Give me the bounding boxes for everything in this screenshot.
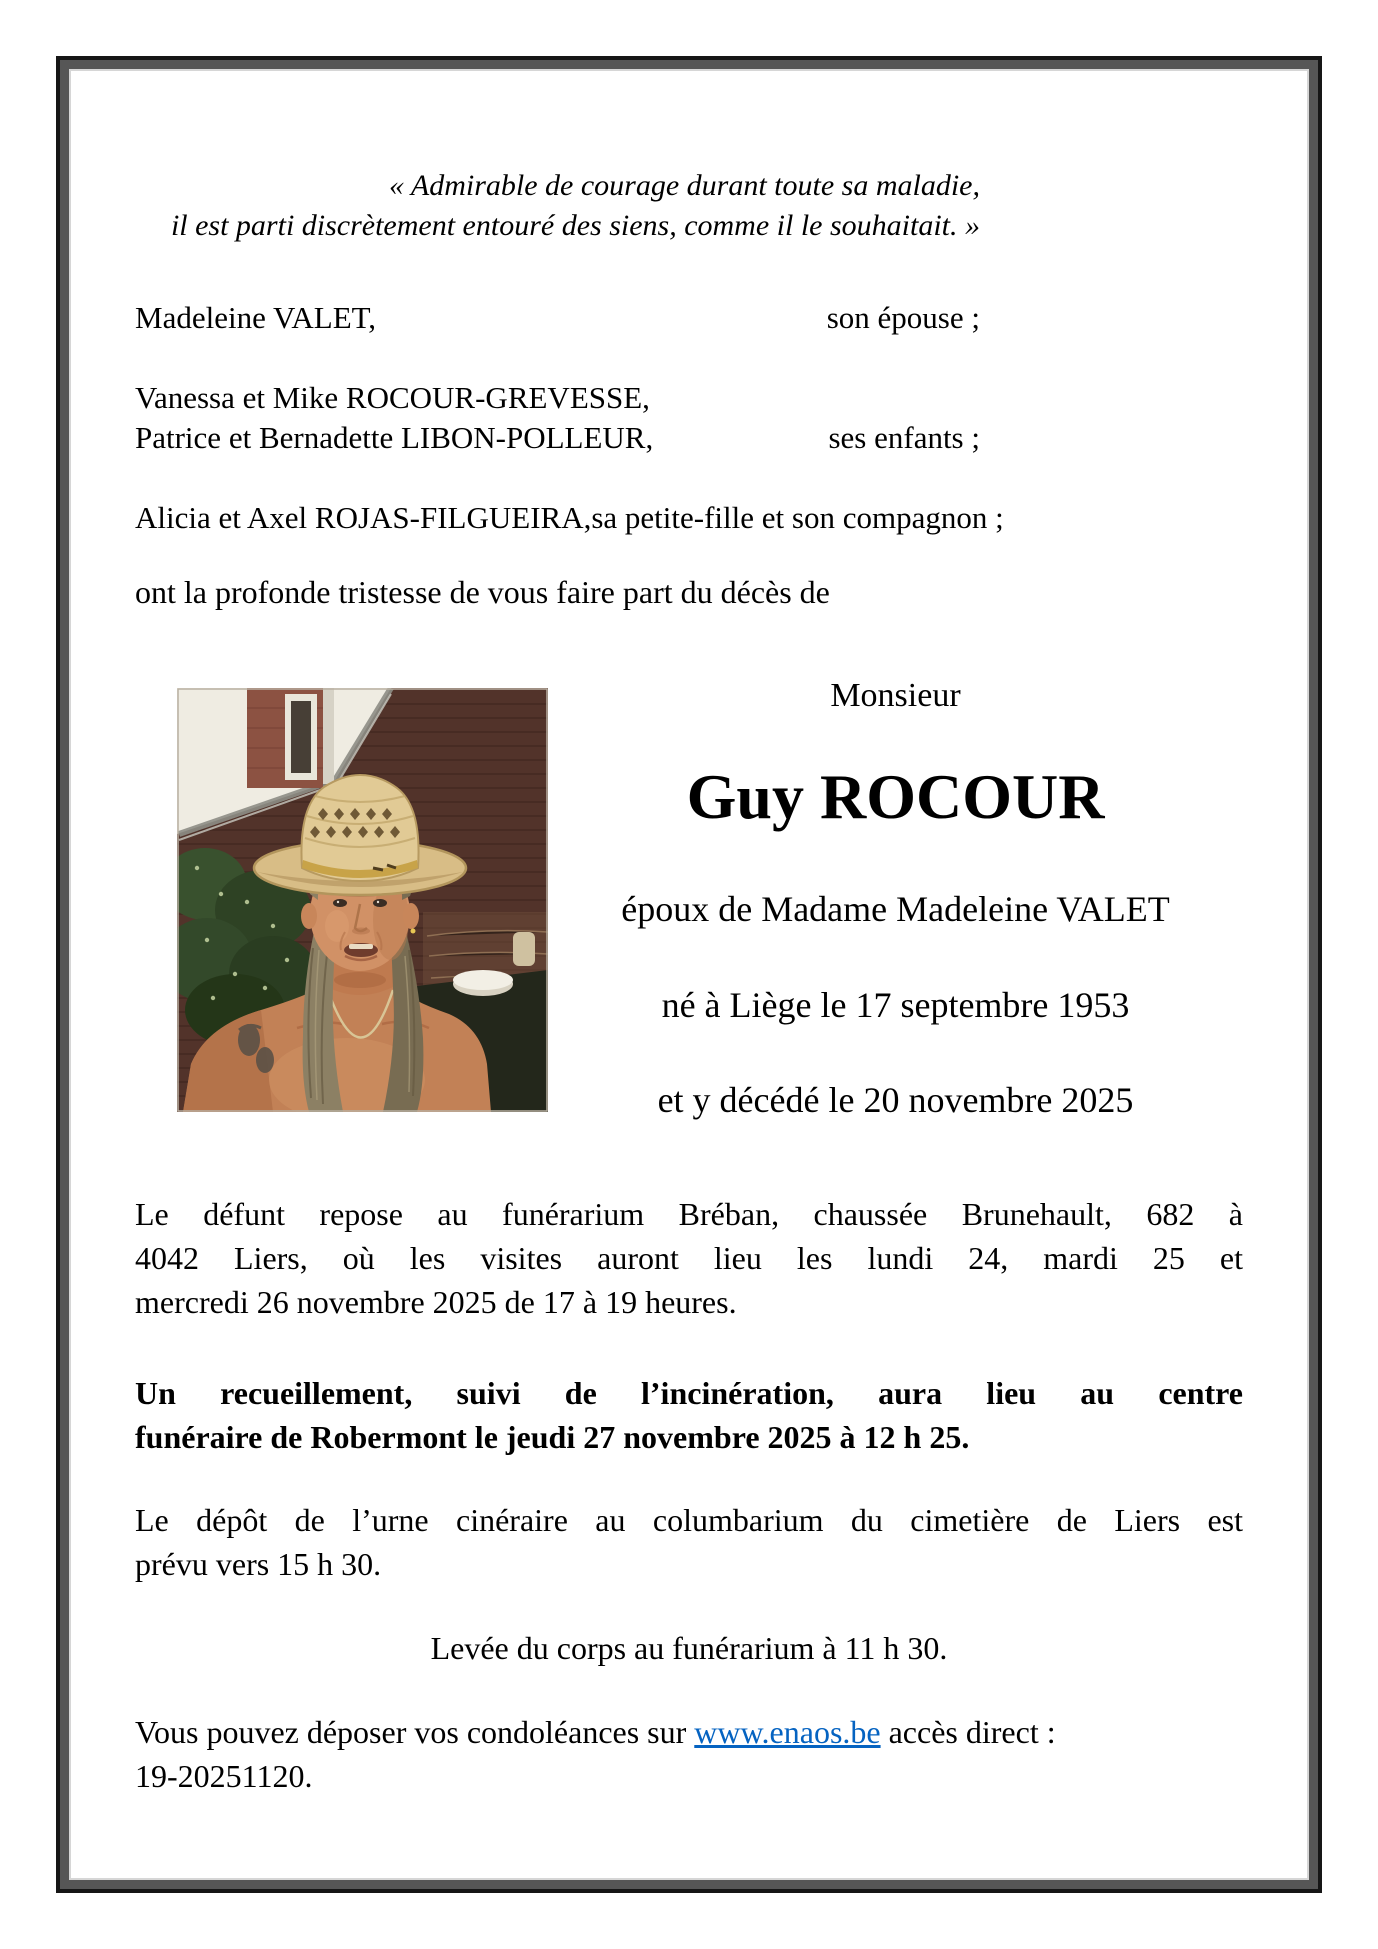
family-name: Patrice et Bernadette LIBON-POLLEUR, <box>135 420 654 455</box>
family-name: Alicia et Axel ROJAS-FILGUEIRA, <box>135 500 592 535</box>
family-relation: ses enfants ; <box>828 420 980 455</box>
announcement-line: ont la profonde tristesse de vous faire part du décès de <box>135 574 830 610</box>
window <box>291 701 311 773</box>
urn-line-1: Le dépôt de l’urne cinéraire au columbarium du cimetière de Liers est <box>135 1502 1243 1538</box>
memorial-quote <box>135 166 980 246</box>
ceremony-paragraph <box>135 1371 1243 1459</box>
family-row-granddaughter <box>135 496 1004 540</box>
repose-line-3: mercredi 26 novembre 2025 de 17 à 19 heures. <box>135 1284 737 1320</box>
ceremony-line-1: Un recueillement, suivi de l’incinération, aura lieu au centre <box>135 1375 1243 1411</box>
death-line: et y décédé le 20 novembre 2025 <box>657 1080 1134 1120</box>
levee-line: Levée du corps au funérarium à 11 h 30. <box>430 1630 948 1666</box>
ear-left <box>301 903 317 929</box>
quote-line-1: « Admirable de courage durant toute sa maladie, <box>388 169 980 202</box>
identity-column <box>548 614 1243 1180</box>
repose-paragraph <box>135 1192 1243 1324</box>
family-row-children <box>135 378 980 458</box>
family-relation: son épouse ; <box>826 300 980 335</box>
enaos-link[interactable]: www.enaos.be <box>694 1714 881 1750</box>
condolences-text-before: Vous pouvez déposer vos condoléances sur <box>135 1714 695 1750</box>
family-name: Madeleine VALET, <box>135 300 377 335</box>
family-relation: sa petite-fille et son compagnon ; <box>591 500 1004 535</box>
quote-line-2: il est parti discrètement entouré des siens, comme il le souhaitait. » <box>170 209 980 242</box>
condolences-paragraph <box>135 1710 1243 1798</box>
urn-paragraph <box>135 1498 1243 1586</box>
earring <box>411 929 416 934</box>
photo-scene <box>177 688 548 1112</box>
family-block <box>135 296 1004 540</box>
drainpipe <box>323 688 334 784</box>
family-name: Vanessa et Mike ROCOUR-GREVESSE, <box>135 380 650 415</box>
title-monsieur: Monsieur <box>830 677 961 714</box>
deceased-name: Guy ROCOUR <box>686 761 1105 832</box>
document-content <box>71 71 1307 1878</box>
condolences-line-2: 19-20251120. <box>135 1758 313 1794</box>
repose-line-1: Le défunt repose au funérarium Bréban, chaussée Brunehault, 682 à <box>135 1196 1243 1232</box>
family-row-spouse <box>135 296 980 340</box>
condolences-text-after: accès direct : <box>880 1714 1056 1750</box>
condolences-line-1 <box>135 1710 1243 1754</box>
deceased-photo <box>177 688 548 1112</box>
spouse-line: époux de Madame Madeleine VALET <box>621 889 1170 929</box>
birth-line: né à Liège le 17 septembre 1953 <box>661 985 1130 1025</box>
pot <box>513 932 535 966</box>
ceremony-line-2: funéraire de Robermont le jeudi 27 novembre 2025 à 12 h 25. <box>135 1419 970 1455</box>
repose-line-2: 4042 Liers, où les visites auront lieu les lundi 24, mardi 25 et <box>135 1240 1243 1276</box>
urn-line-2: prévu vers 15 h 30. <box>135 1546 382 1582</box>
ear-right <box>403 903 419 929</box>
photo-and-identity-section <box>135 614 1243 1180</box>
